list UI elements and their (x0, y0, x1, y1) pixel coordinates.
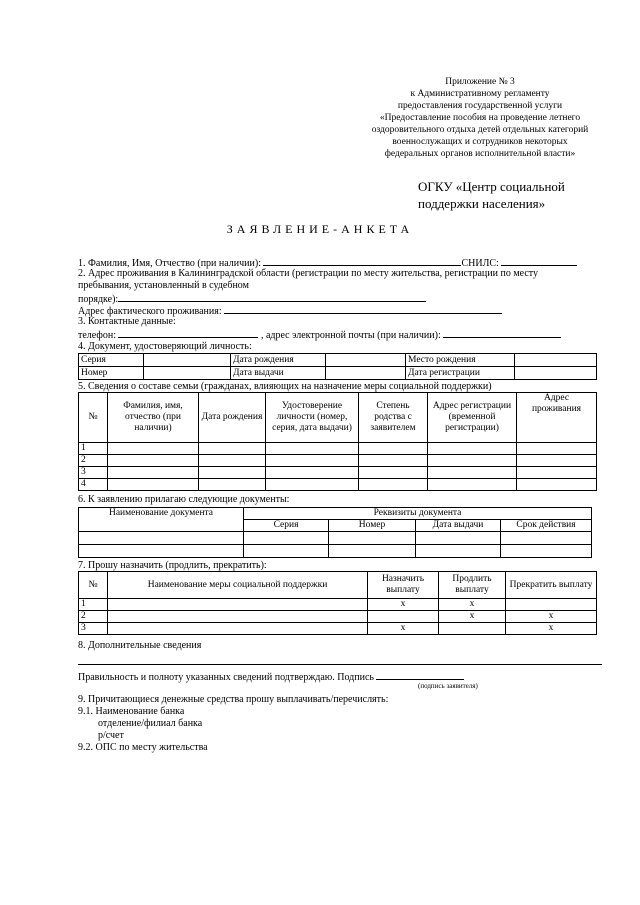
measure-cell[interactable] (108, 599, 368, 611)
payment-label: 9. Причитающиеся денежные средства прошу выплачивать/перечислять: (78, 694, 389, 705)
address-line-2: пребывания, установленный в судебном (78, 280, 249, 291)
signature-field[interactable] (376, 670, 464, 680)
assign-mark[interactable]: x (368, 599, 439, 611)
table-row (79, 599, 597, 611)
issue-date-value[interactable] (326, 367, 406, 380)
email-field[interactable] (443, 328, 561, 338)
table-row (79, 532, 592, 545)
email-label: , адрес электронной почты (при наличии): (260, 330, 441, 341)
row-number: 4 (79, 479, 108, 491)
col-stop: Прекратить выплату (506, 572, 597, 599)
additional-info-label: 8. Дополнительные сведения (78, 640, 202, 651)
header-line: военнослужащих и сотрудников некоторых (392, 137, 568, 147)
fio-field[interactable] (263, 256, 461, 266)
divider (78, 664, 602, 665)
cell[interactable] (416, 532, 501, 545)
cell[interactable] (79, 532, 244, 545)
col-extend: Продлить выплату (439, 572, 506, 599)
id-doc-table (78, 353, 597, 380)
assign-mark[interactable]: x (368, 623, 439, 635)
cell[interactable] (108, 467, 199, 479)
org-line: ОГКУ «Центр социальной (418, 179, 565, 194)
assign-mark[interactable] (368, 611, 439, 623)
attached-docs-label: 6. К заявлению прилагаю следующие документы: (78, 494, 290, 505)
header-line: «Предоставление пособия на проведение летнего (379, 113, 581, 123)
cell[interactable] (517, 443, 597, 455)
extend-mark[interactable] (439, 623, 506, 635)
table-row (79, 467, 597, 479)
extend-mark[interactable]: x (439, 611, 506, 623)
col-number: № (79, 572, 108, 599)
table-row (79, 479, 597, 491)
cell[interactable] (199, 467, 266, 479)
confirmation-line (78, 670, 464, 684)
cell[interactable] (244, 545, 329, 558)
birth-date-value[interactable] (326, 354, 406, 367)
ops-label: 9.2. ОПС по месту жительства (78, 742, 208, 753)
table-row (79, 611, 597, 623)
org-line: поддержки населения» (418, 196, 546, 211)
header-line: федеральных органов исполнительной власти» (384, 149, 576, 159)
table-row (79, 455, 597, 467)
cell[interactable] (501, 532, 592, 545)
row-number: 3 (79, 467, 108, 479)
cell[interactable] (428, 479, 517, 491)
address-line-1: 2. Адрес проживания в Калининградской области (регистрации по месту жительства, регистрации по месту (78, 268, 539, 279)
organization-name (418, 178, 565, 212)
cell[interactable] (428, 467, 517, 479)
cell[interactable] (266, 479, 359, 491)
fio-label: 1. Фамилия, Имя, Отчество (при наличии): (78, 258, 261, 269)
stop-mark[interactable]: x (506, 623, 597, 635)
cell[interactable] (428, 443, 517, 455)
row-number: 1 (79, 599, 108, 611)
phone-field[interactable] (118, 328, 258, 338)
validity-header: Срок действия (501, 520, 592, 532)
cell[interactable] (428, 455, 517, 467)
address-label: порядке): (78, 294, 119, 305)
col-measure: Наименование меры социальной поддержки (108, 572, 368, 599)
series-value[interactable] (144, 354, 231, 367)
address-field[interactable] (118, 292, 426, 302)
reg-date-value[interactable] (515, 367, 597, 380)
cell[interactable] (501, 545, 592, 558)
stop-mark[interactable] (506, 599, 597, 611)
bank-branch-label: отделение/филиал банка (98, 718, 203, 729)
cell[interactable] (266, 455, 359, 467)
cell[interactable] (266, 467, 359, 479)
cell[interactable] (199, 455, 266, 467)
col-live-address: Адрес проживания (517, 393, 597, 443)
cell[interactable] (359, 479, 428, 491)
table-row (79, 623, 597, 635)
issue-date-label: Дата выдачи (231, 367, 326, 380)
header-line: предоставления государственной услуги (397, 101, 563, 111)
family-table (78, 392, 597, 491)
requisites-header: Реквизиты документа (244, 508, 592, 520)
cell[interactable] (266, 443, 359, 455)
header-line: к Административному регламенту (410, 89, 550, 99)
snils-field[interactable] (501, 256, 577, 266)
cell[interactable] (108, 479, 199, 491)
col-relation: Степень родства с заявителем (359, 393, 428, 443)
id-doc-label: 4. Документ, удостоверяющий личность: (78, 341, 252, 352)
issue-date-header: Дата выдачи (416, 520, 501, 532)
fact-address-field[interactable] (224, 304, 502, 314)
birth-date-label: Дата рождения (231, 354, 326, 367)
col-fio: Фамилия, имя, отчество (при наличии) (108, 393, 199, 443)
cell[interactable] (359, 443, 428, 455)
doc-name-header: Наименование документа (79, 508, 244, 532)
phone-label: телефон: (78, 330, 116, 341)
col-birth-date: Дата рождения (199, 393, 266, 443)
cell[interactable] (517, 479, 597, 491)
series-header: Серия (244, 520, 329, 532)
fact-address-label: Адрес фактического проживания: (78, 306, 222, 317)
cell[interactable] (199, 443, 266, 455)
table-row (79, 443, 597, 455)
extend-mark[interactable]: x (439, 599, 506, 611)
col-id-doc: Удостоверение личности (номер, серия, дата выдачи) (266, 393, 359, 443)
cell[interactable] (359, 455, 428, 467)
cell[interactable] (329, 545, 416, 558)
cell[interactable] (517, 467, 597, 479)
number-value[interactable] (144, 367, 231, 380)
request-table (78, 571, 597, 635)
confirmation-text: Правильность и полноту указанных сведений подтверждаю. Подпись (78, 672, 374, 683)
snils-label: СНИЛС: (461, 258, 499, 269)
cell[interactable] (79, 545, 244, 558)
reg-date-label: Дата регистрации (406, 367, 515, 380)
number-label: Номер (79, 367, 144, 380)
appendix-header (345, 76, 615, 160)
document-title: ЗАЯВЛЕНИЕ-АНКЕТА (226, 222, 414, 236)
cell[interactable] (108, 443, 199, 455)
bank-name-label: 9.1. Наименование банка (78, 706, 185, 717)
cell[interactable] (416, 545, 501, 558)
number-header: Номер (329, 520, 416, 532)
measure-cell[interactable] (108, 623, 368, 635)
cell[interactable] (329, 532, 416, 545)
birth-place-value[interactable] (515, 354, 597, 367)
cell[interactable] (359, 467, 428, 479)
row-number: 1 (79, 443, 108, 455)
measure-cell[interactable] (108, 611, 368, 623)
signature-caption: (подпись заявителя) (418, 682, 478, 690)
table-row (79, 545, 592, 558)
row-number: 2 (79, 611, 108, 623)
row-number: 2 (79, 455, 108, 467)
birth-place-label: Место рождения (406, 354, 515, 367)
attached-docs-table (78, 507, 592, 558)
cell[interactable] (108, 455, 199, 467)
contacts-line (78, 328, 561, 342)
family-label: 5. Сведения о составе семьи (гражданах, влияющих на назначение меры социальной поддержки) (78, 381, 492, 392)
stop-mark[interactable]: x (506, 611, 597, 623)
cell[interactable] (517, 455, 597, 467)
contacts-label: 3. Контактные данные: (78, 316, 176, 327)
col-number: № (79, 393, 108, 443)
col-reg-address: Адрес регистрации (временной регистрации) (428, 393, 517, 443)
header-line: оздоровительного отдыха детей отдельных категорий (371, 125, 589, 135)
cell[interactable] (199, 479, 266, 491)
col-assign: Назначить выплату (368, 572, 439, 599)
account-label: р/счет (98, 730, 124, 741)
cell[interactable] (244, 532, 329, 545)
request-label: 7. Прошу назначить (продлить, прекратить): (78, 560, 267, 571)
header-line: Приложение № 3 (445, 77, 515, 87)
series-label: Серия (79, 354, 144, 367)
row-number: 3 (79, 623, 108, 635)
